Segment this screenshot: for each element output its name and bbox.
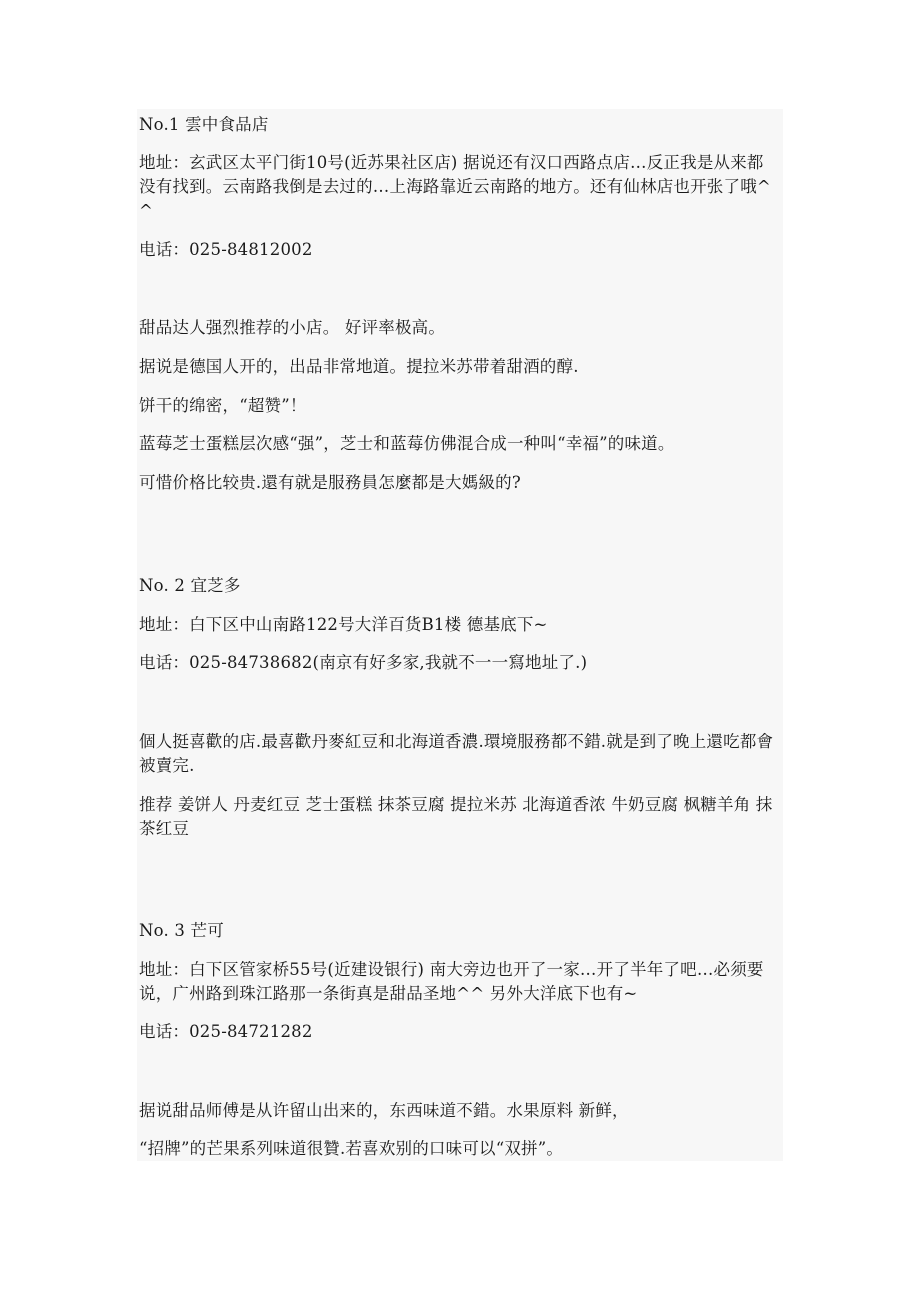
store-3-phone: 电话：025-84721282 (139, 1022, 313, 1041)
store-2-comment-2: 推荐 姜饼人 丹麦红豆 芝士蛋糕 抹茶豆腐 提拉米苏 北海道香浓 牛奶豆腐 枫糖羊角 抹茶红豆 (139, 795, 773, 838)
store-3-comment-1: 据说甜品师傅是从许留山出来的，东西味道不錯。水果原料 新鲜， (139, 1101, 629, 1120)
store-1-comment-1: 甜品达人强烈推荐的小店。 好评率极高。 (139, 318, 446, 337)
store-1-comment-3: 饼干的绵密，“超赞”！ (139, 396, 307, 415)
store-3-address: 地址：白下区管家桥55号(近建设银行) 南大旁边也开了一家…开了半年了吧…必须要说，广州路到珠江路那一条街真是甜品圣地^^ 另外大洋底下也有~ (139, 960, 764, 1003)
store-1-comment-5: 可惜价格比较贵.還有就是服務員怎麼都是大媽級的? (139, 473, 521, 492)
store-3-comment-2: “招牌”的芒果系列味道很贊.若喜欢别的口味可以“双拼”。 (139, 1139, 564, 1158)
store-3-heading: No. 3 芒可 (139, 921, 224, 940)
store-1-comment-4: 蓝莓芝士蛋糕层次感“强”，芝士和蓝莓仿佛混合成一种叫“幸福”的味道。 (139, 434, 675, 453)
store-1-heading: No.1 雲中食品店 (139, 115, 269, 134)
store-2-address: 地址：白下区中山南路122号大洋百货B1楼 德基底下~ (139, 615, 548, 634)
store-2-heading: No. 2 宜芝多 (139, 576, 241, 595)
store-2-comment-1: 個人挺喜歡的店.最喜歡丹麥紅豆和北海道香濃.環境服務都不錯.就是到了晚上還吃都會被賣完. (139, 732, 774, 775)
store-1-comment-2: 据说是德国人开的，出品非常地道。提拉米苏带着甜酒的醇. (139, 357, 579, 376)
store-1-phone: 电话：025-84812002 (139, 240, 313, 259)
store-2-phone: 电话：025-84738682(南京有好多家,我就不一一寫地址了.) (139, 653, 588, 672)
store-1-address: 地址：玄武区太平门街10号(近苏果社区店) 据说还有汉口西路点店…反正我是从来都没有找到。云南路我倒是去过的…上海路靠近云南路的地方。还有仙林店也开张了哦^^ (139, 153, 771, 220)
